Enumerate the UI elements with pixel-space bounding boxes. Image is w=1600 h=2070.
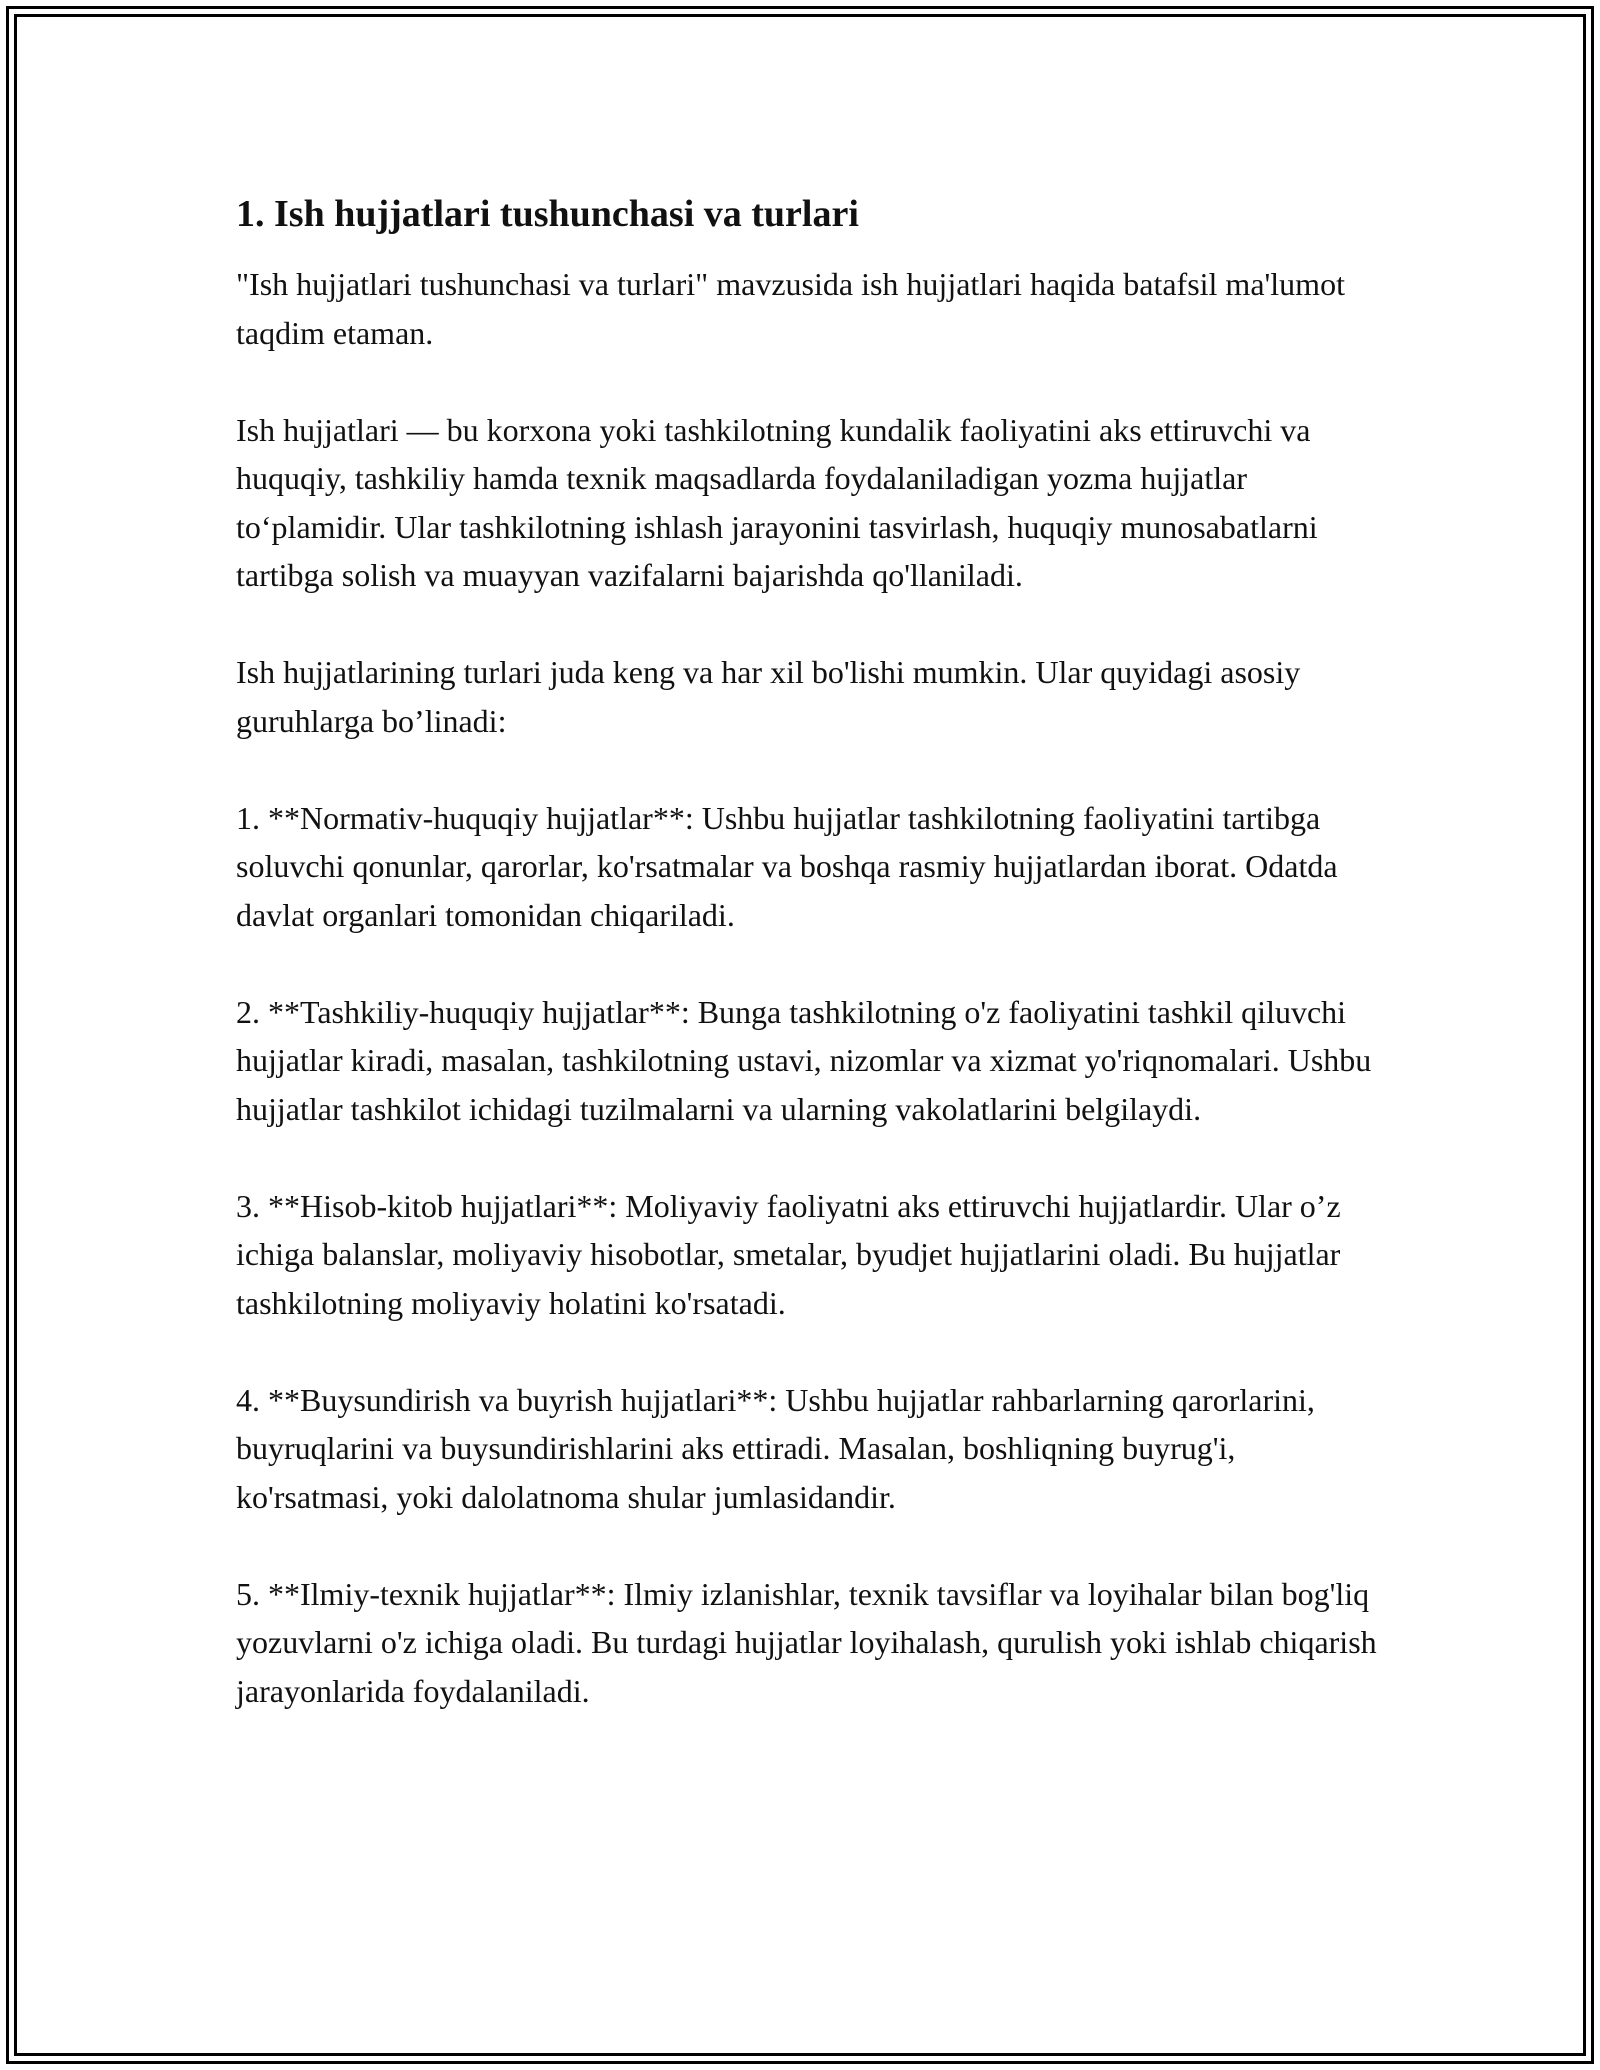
types-intro-paragraph: Ish hujjatlarining turlari juda keng va har xil bo'lishi mumkin. Ular quyidagi asosiy guruhlarga bo’linadi:: [236, 654, 1301, 739]
list-item-normativ: 1. **Normativ-huquqiy hujjatlar**: Ushbu hujjatlar tashkilotning faoliyatini tartibga soluvchi qonunlar, qarorlar, ko'rsatmalar va boshqa rasmiy hujjatlardan iborat. Odatda davlat organlari tomonidan chiqariladi.: [236, 799, 1338, 933]
document-body: [236, 190, 1386, 1764]
definition-paragraph: Ish hujjatlari — bu korxona yoki tashkilotning kundalik faoliyatini aks ettiruvchi va huquqiy, tashkiliy hamda texnik maqsadlarda foydalaniladigan yozma hujjatlar to‘plamidir. Ular tashkilotning ishlash jarayonini tasvirlash, huquqiy munosabatlarni tartibga solish va muayyan vazifalarni bajarishda qo'llaniladi.: [236, 411, 1318, 593]
intro-paragraph: "Ish hujjatlari tushunchasi va turlari" mavzusida ish hujjatlari haqida batafsil ma'lumot taqdim etaman.: [236, 266, 1345, 351]
list-item-tashkiliy: 2. **Tashkiliy-huquqiy hujjatlar**: Bunga tashkilotning o'z faoliyatini tashkil qiluvchi hujjatlar kiradi, masalan, tashkilotning ustavi, nizomlar va xizmat yo'riqnomalari. Ushbu hujjatlar tashkilot ichidagi tuzilmalarni va ularning vakolatlarini belgilaydi.: [236, 993, 1372, 1127]
list-item-hisob-kitob: 3. **Hisob-kitob hujjatlari**: Moliyaviy faoliyatni aks ettiruvchi hujjatlardir. Ular o’z ichiga balanslar, moliyaviy hisobotlar, smetalar, byudjet hujjatlarini oladi. Bu hujjatlar tashkilotning moliyaviy holatini ko'rsatadi.: [236, 1187, 1341, 1321]
document-title: 1. Ish hujjatlari tushunchasi va turlari: [236, 193, 859, 235]
list-item-ilmiy-texnik: 5. **Ilmiy-texnik hujjatlar**: Ilmiy izlanishlar, texnik tavsiflar va loyihalar bilan bog'liq yozuvlarni o'z ichiga oladi. Bu turdagi hujjatlar loyihalash, qurulish yoki ishlab chiqarish jarayonlarida foydalaniladi.: [236, 1575, 1377, 1709]
list-item-buysundirish: 4. **Buysundirish va buyrish hujjatlari**: Ushbu hujjatlar rahbarlarning qarorlarini, buyruqlarini va buysundirishlarini aks ettiradi. Masalan, boshliqning buyrug'i, ko'rsatmasi, yoki dalolatnoma shular jumlasidandir.: [236, 1381, 1315, 1515]
